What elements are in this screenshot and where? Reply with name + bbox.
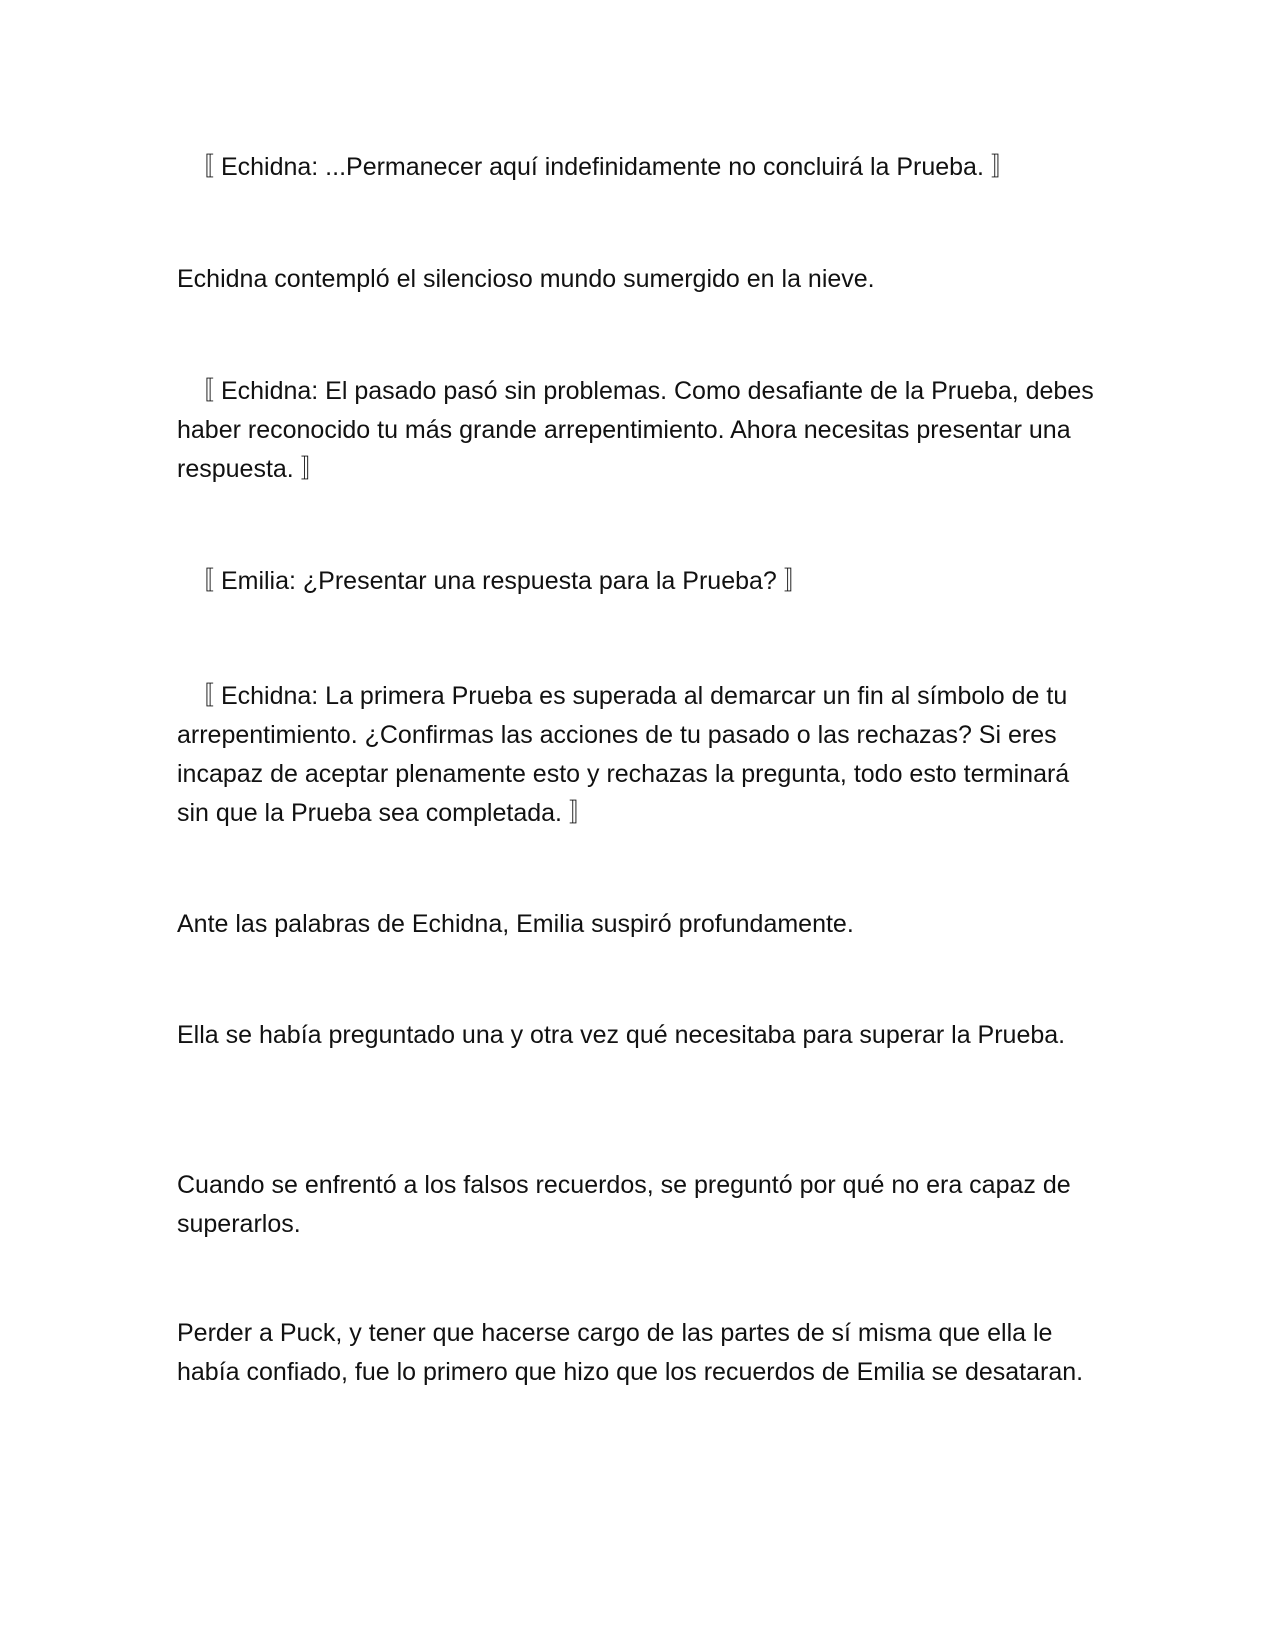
dialogue-paragraph: 〚 Echidna: El pasado pasó sin problemas. Como desafiante de la Prueba, debes haber reconocido tu más grande arrepentimiento. Ahora necesitas presentar una respuesta. 〛 — [177, 377, 1094, 483]
narration-paragraph: Ante las palabras de Echidna, Emilia suspiró profundamente. — [177, 910, 854, 938]
narration-paragraph: Ella se había preguntado una y otra vez qué necesitaba para superar la Prueba. — [177, 1021, 1066, 1049]
narration-paragraph: Cuando se enfrentó a los falsos recuerdos, se preguntó por qué no era capaz de superarlos. — [177, 1171, 1071, 1238]
narration-paragraph: Perder a Puck, y tener que hacerse cargo de las partes de sí misma que ella le había confiado, fue lo primero que hizo que los recuerdos de Emilia se desataran. — [177, 1319, 1084, 1386]
dialogue-paragraph: 〚 Echidna: ...Permanecer aquí indefinidamente no concluirá la Prueba. 〛 — [189, 153, 1016, 181]
narration-paragraph: Echidna contempló el silencioso mundo sumergido en la nieve. — [177, 265, 875, 293]
dialogue-paragraph: 〚 Emilia: ¿Presentar una respuesta para la Prueba? 〛 — [189, 567, 809, 595]
dialogue-paragraph: 〚 Echidna: La primera Prueba es superada al demarcar un fin al símbolo de tu arrepentimiento. ¿Confirmas las acciones de tu pasado o las rechazas? Si eres incapaz de aceptar plenamente esto y rechazas la pregunta, todo esto terminará sin que la Prueba sea completada. 〛 — [177, 682, 1070, 827]
